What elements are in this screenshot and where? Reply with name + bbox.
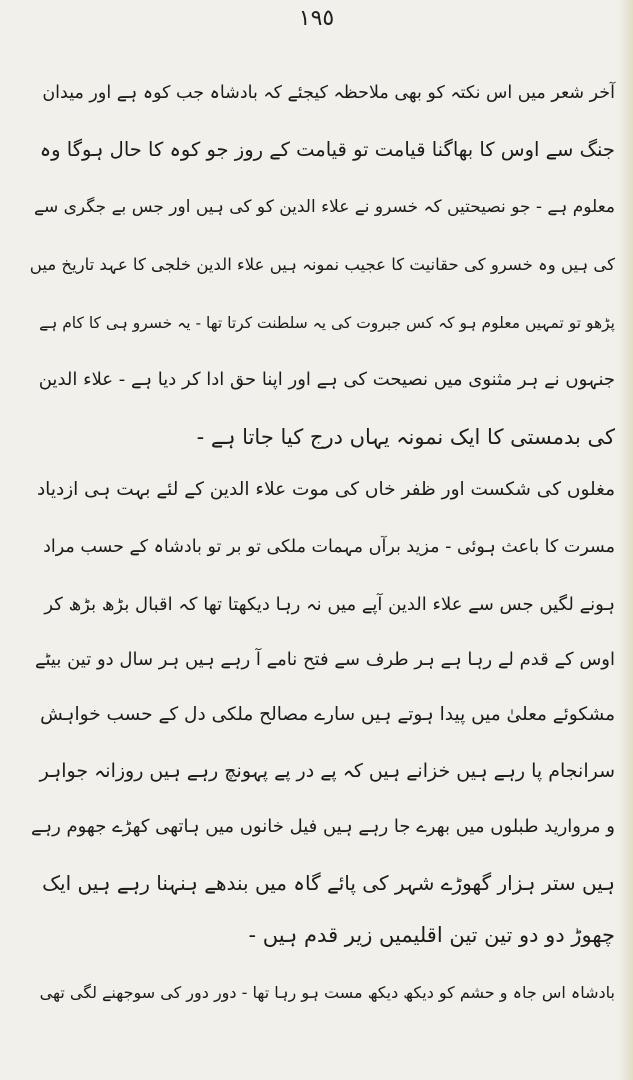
text-line: و مروارید طبلوں میں بھرے جا رہے ہیں فیل خانوں میں ہاتھی کھڑے جھوم رہے xyxy=(30,816,615,837)
urdu-text-block xyxy=(30,0,615,1080)
text-line: کی ہیں وہ خسرو کی حقانیت کا عجیب نمونہ ہیں علاء الدین خلجی کا عہد تاریخ میں xyxy=(29,255,615,274)
page-number: ١٩٥ xyxy=(298,6,335,31)
text-line: پڑھو تو تمہیں معلوم ہو کہ کس جبروت کی یہ سلطنت کرتا تھا - یہ خسرو ہی کا کام ہے xyxy=(39,314,615,332)
text-line: معلوم ہے - جو نصیحتیں کہ خسرو نے علاء الدین کو کی ہیں اور جس بے جگری سے xyxy=(34,197,615,217)
text-line: سرانجام پا رہے ہیں خزانے ہیں کہ پے در پے پہونچ رہے ہیں روزانہ جواہر xyxy=(39,760,615,782)
text-line: جنگ سے اوس کا بھاگنا قیامت تو قیامت کے روز جو کوہ کا حال ہوگا وہ xyxy=(39,138,615,161)
text-line: آخر شعر میں اس نکتہ کو بھی ملاحظہ کیجئے کہ بادشاہ جب کوہ ہے اور میدان xyxy=(42,83,615,103)
text-line: بادشاہ اس جاہ و حشم کو دیکھ دیکھ مست ہو رہا تھا - دور دور کی سوجھنے لگی تھی xyxy=(39,983,615,1002)
text-line: کی بدمستی کا ایک نمونہ یہاں درج کیا جاتا ہے - xyxy=(196,425,615,449)
text-line: ہونے لگیں جس سے علاء الدین آپے میں نہ رہا دیکھتا تھا کہ اقبال بڑھ بڑھ کر xyxy=(44,594,615,615)
text-line: ہیں ستر ہزار گھوڑے شہر کی پائے گاہ میں بندھے ہنہنا رہے ہیں ایک xyxy=(42,871,615,895)
text-line: مسرت کا باعث ہوئی - مزید برآں مہمات ملکی تو بر تو بادشاہ کے حسب مراد xyxy=(43,537,615,557)
text-line: اوس کے قدم لے رہا ہے ہر طرف سے فتح نامے آ رہے ہیں ہر سال دو تین بیٹے xyxy=(34,649,615,670)
text-line: مشکوئے معلیٰ میں پیدا ہوتے ہیں سارے مصالح ملکی دل کے حسب خواہش xyxy=(40,704,615,725)
text-line: چھوڑ دو دو تین تین اقلیمیں زیر قدم ہیں - xyxy=(248,923,615,947)
text-line: مغلوں کی شکست اور ظفر خاں کی موت علاء الدین کے لئے بہت ہی ازدیاد xyxy=(36,479,615,500)
text-line: جنہوں نے ہر مثنوی میں نصیحت کی ہے اور اپنا حق ادا کر دیا ہے - علاء الدین xyxy=(38,369,615,390)
